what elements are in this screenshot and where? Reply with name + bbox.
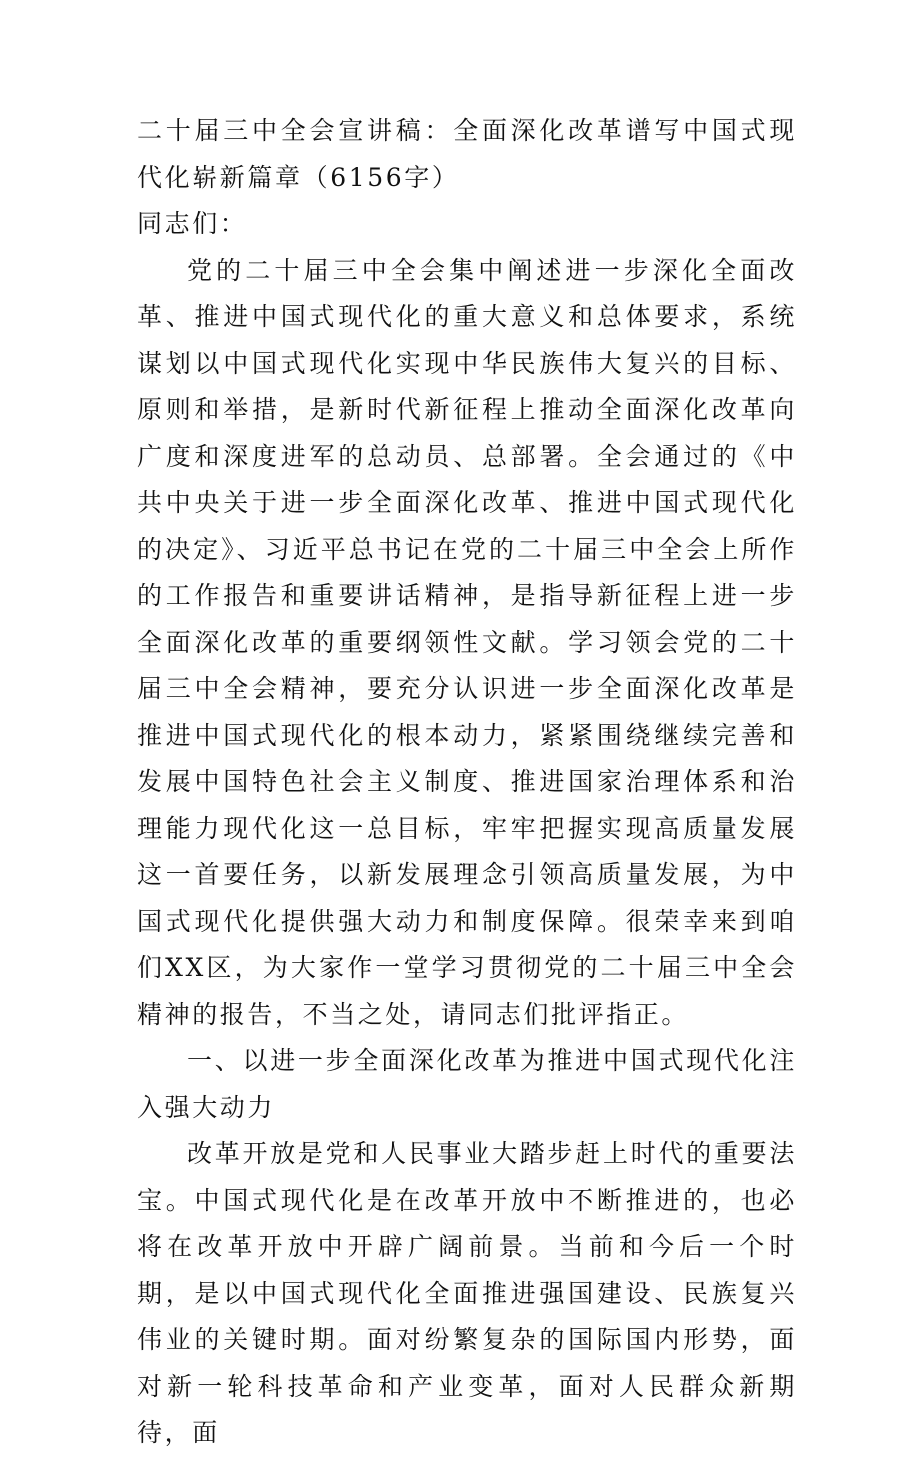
document-title: 二十届三中全会宣讲稿：全面深化改革谱写中国式现代化崭新篇章（6156字）	[137, 116, 797, 192]
section-paragraph: 改革开放是党和人民事业大踏步赶上时代的重要法宝。中国式现代化是在改革开放中不断推进的，也必将在改革开放中开辟广阔前景。当前和今后一个时期，是以中国式现代化全面推进强国建设、民族复兴伟业的关键时期。面对纷繁复杂的国际国内形势，面对新一轮科技革命和产业变革，面对人民群众新期待，面	[137, 1139, 797, 1447]
section-heading: 一、以进一步全面深化改革为推进中国式现代化注入强大动力	[137, 1046, 797, 1122]
intro-paragraph: 党的二十届三中全会集中阐述进一步深化全面改革、推进中国式现代化的重大意义和总体要求，系统谋划以中国式现代化实现中华民族伟大复兴的目标、原则和举措，是新时代新征程上推动全面深化改革向广度和深度进军的总动员、总部署。全会通过的《中共中央关于进一步全面深化改革、推进中国式现代化的决定》、习近平总书记在党的二十届三中全会上所作的工作报告和重要讲话精神，是指导新征程上进一步全面深化改革的重要纲领性文献。学习领会党的二十届三中全会精神，要充分认识进一步全面深化改革是推进中国式现代化的根本动力，紧紧围绕继续完善和发展中国特色社会主义制度、推进国家治理体系和治理能力现代化这一总目标，牢牢把握实现高质量发展这一首要任务，以新发展理念引领高质量发展，为中国式现代化提供强大动力和制度保障。很荣幸来到咱们XX区，为大家作一堂学习贯彻党的二十届三中全会精神的报告，不当之处，请同志们批评指正。	[137, 255, 797, 1029]
salutation: 同志们：	[137, 209, 248, 238]
document-body	[137, 108, 797, 1457]
